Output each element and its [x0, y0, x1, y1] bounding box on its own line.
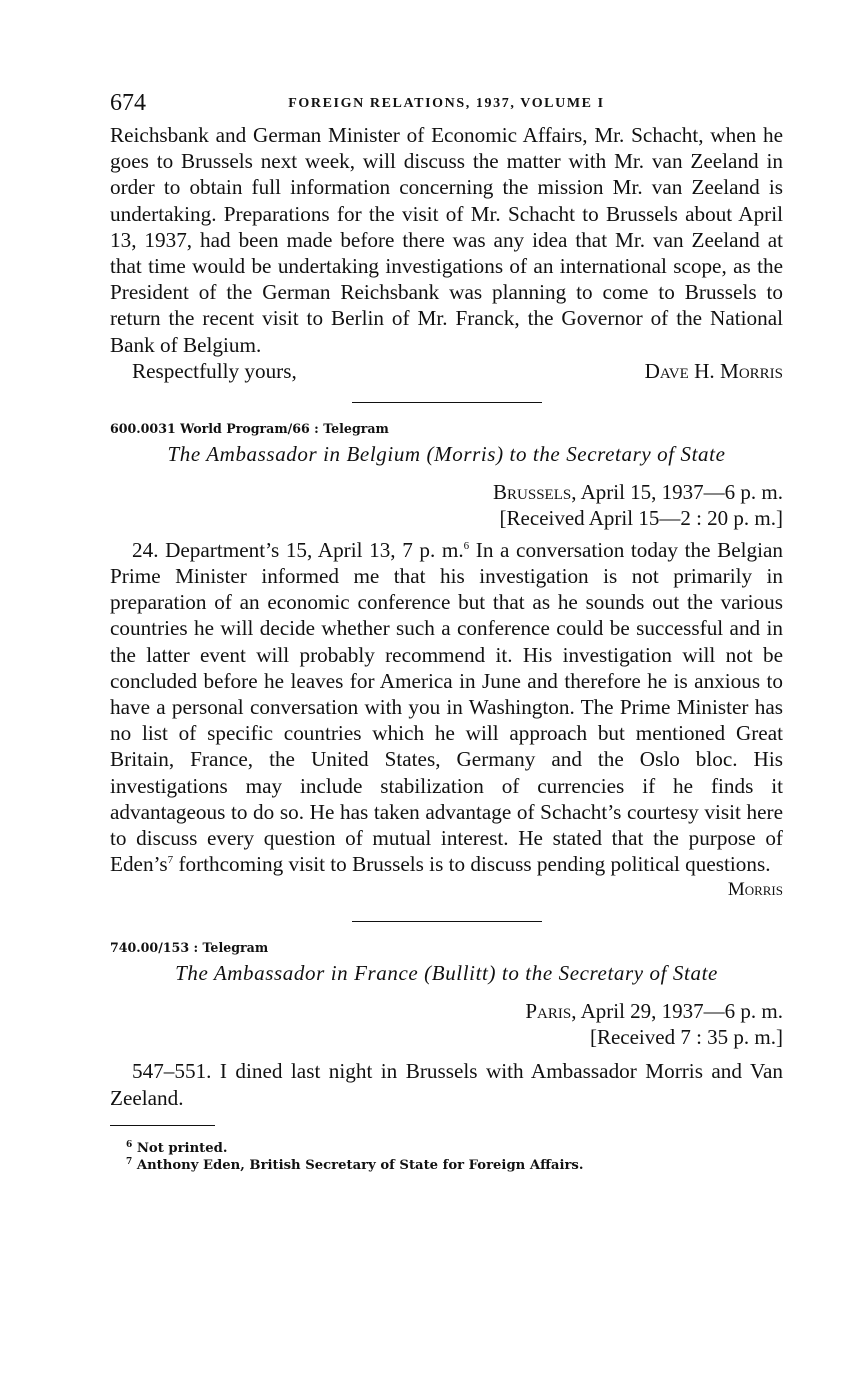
section-divider [352, 402, 542, 403]
dateline [110, 998, 783, 1024]
section-divider [352, 921, 542, 922]
letter-end-paragraph: Reichsbank and German Minister of Economic Affairs, Mr. Schacht, when he goes to Brussels next week, will discuss the matter with Mr. van Zeeland in order to obtain full information concerning the mission Mr. van Zeeland is undertaking. Preparations for the visit of Mr. Schacht to Brussels about April 13, 1937, had been made before there was any idea that Mr. van Zeeland at that time would be undertaking investigations of an international scope, as the President of the German Reichsbank was planning to come to Brussels to return the recent visit to Berlin of Mr. Franck, the Governor of the National Bank of Belgium. [110, 123, 783, 357]
running-head [110, 88, 783, 122]
running-head-title: FOREIGN RELATIONS, 1937, VOLUME I [288, 96, 605, 111]
dateline-place: Brussels, [493, 479, 577, 504]
telegram-text-end: forthcoming visit to Brussels is to discuss pending political questions. [173, 852, 771, 877]
telegram-text-middle: In a conversation today the Belgian Prime Minister informed me that his investigation is not primarily in preparation of an economic conference but that as he sounds out the various countries he will decide whether such a conference could be successful and in the latter event will probably recommend it. His investigation will not be concluded before he leaves for America in June and therefore he is anxious to have a personal conversation with you in Washington. The Prime Minister has no list of specific countries which he will approach but mentioned Great Britain, France, the United States, Germany and the Oslo bloc. His investigations may include stabilization of currencies if he finds it advantageous to do so. He has taken advantage of Schacht’s courtesy visit here to discuss every question of mutual interest. He stated that the purpose of Eden’s [110, 537, 783, 877]
telegram-signature: Morris [727, 879, 783, 901]
dateline [110, 479, 783, 505]
footnote-ref-7: 7 [167, 854, 174, 867]
letter-closing [110, 358, 783, 385]
telegram-body: 547–551. I dined last night in Brussels with Ambassador Morris and Van Zeeland. [110, 1059, 783, 1110]
received-line: [Received April 15—2 : 20 p. m.] [499, 505, 783, 530]
footnote-mark: 7 [126, 1156, 133, 1167]
dateline-place: Paris, [525, 999, 577, 1024]
footnote-text: Anthony Eden, British Secretary of State for Foreign Affairs. [136, 1157, 584, 1173]
letter-signature: Dave H. Morris [644, 358, 783, 383]
dateline-date: April 15, 1937—6 p. m. [580, 479, 783, 504]
complimentary-close: Respectfully yours, [132, 358, 297, 383]
page-number: 674 [110, 90, 146, 116]
document-title: The Ambassador in France (Bullitt) to the Secretary of State [175, 961, 718, 986]
footnote-mark: 6 [126, 1139, 133, 1150]
footnote [126, 1157, 783, 1174]
dateline-date: April 29, 1937—6 p. m. [580, 999, 783, 1024]
dateline-block [110, 998, 783, 1050]
footnotes [110, 1140, 783, 1174]
footnote-ref-6: 6 [463, 539, 470, 552]
telegram-body [110, 537, 783, 878]
file-reference: 740.00/153 : Telegram [110, 940, 269, 956]
footnote-divider [110, 1125, 215, 1126]
dateline-block [110, 479, 783, 531]
telegram-text-start: 24. Department’s 15, April 13, 7 p. m. [132, 537, 464, 562]
file-reference: 600.0031 World Program/66 : Telegram [110, 420, 389, 436]
footnote [126, 1140, 783, 1157]
received-line: [Received 7 : 35 p. m.] [589, 1025, 783, 1050]
footnote-text: Not printed. [136, 1140, 228, 1156]
document-page [110, 88, 783, 1174]
document-title: The Ambassador in Belgium (Morris) to the Secretary of State [167, 441, 726, 466]
